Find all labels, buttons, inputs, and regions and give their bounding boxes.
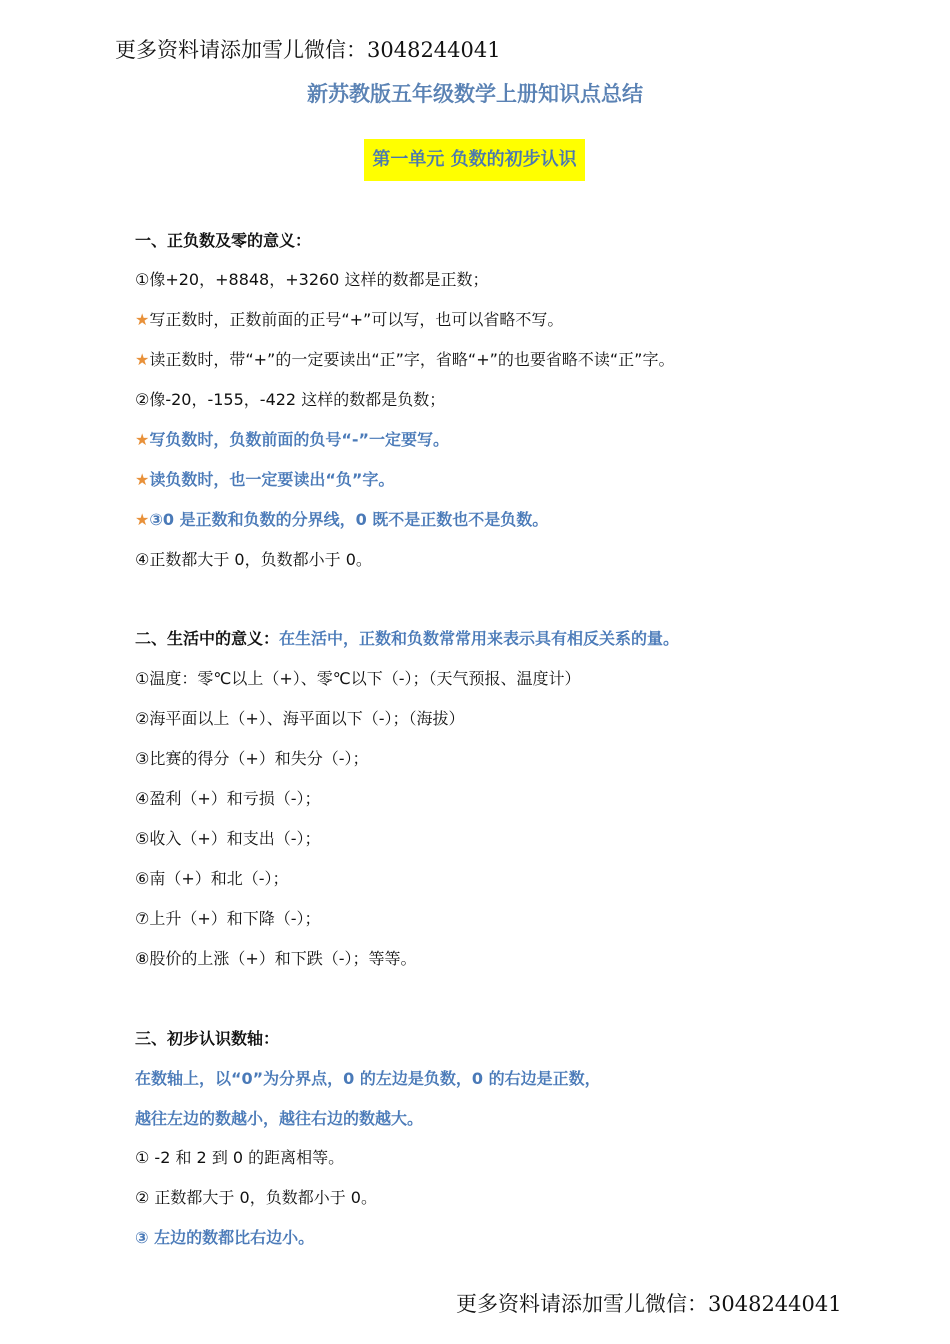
section1-line-1: ①像+20，+8848，+3260 这样的数都是正数；: [135, 270, 489, 289]
section1-line-8: ④正数都大于 0，负数都小于 0。: [135, 550, 372, 569]
unit-title: 第一单元 负数的初步认识: [364, 139, 585, 181]
section3-blue-line-1: 在数轴上，以“0”为分界点，0 的左边是负数，0 的右边是正数，: [135, 1069, 601, 1088]
section2-item: ③比赛的得分（+）和失分（-）；: [135, 749, 369, 768]
section3-line-2: ② 正数都大于 0，负数都小于 0。: [135, 1188, 377, 1207]
section3-blue-line-2: 越往左边的数越小，越往右边的数越大。: [135, 1109, 424, 1128]
section2-heading-note: 在生活中，正数和负数常常用来表示具有相反关系的量。: [279, 629, 680, 648]
document-title: 新苏教版五年级数学上册知识点总结: [307, 82, 643, 106]
star-icon: ★: [135, 510, 150, 529]
star-icon: ★: [135, 350, 150, 369]
section2-item: ②海平面以上（+）、海平面以下（-）；（海拔）: [135, 709, 465, 728]
section3-line-3: ③ 左边的数都比右边小。: [135, 1228, 315, 1247]
section3-heading: 三、初步认识数轴：: [135, 1029, 280, 1048]
star-icon: ★: [135, 430, 150, 449]
section1-line-2: ★写正数时，正数前面的正号“+”可以写，也可以省略不写。: [135, 310, 564, 329]
section2-item: ⑥南（+）和北（-）；: [135, 869, 289, 888]
section2-item: ⑤收入（+）和支出（-）；: [135, 829, 321, 848]
section1-line-5: ★写负数时，负数前面的负号“-”一定要写。: [135, 430, 450, 449]
watermark-bottom: 更多资料请添加雪儿微信：3048244041: [456, 1292, 842, 1316]
section2-heading: 二、生活中的意义：: [135, 629, 280, 648]
section2-item: ⑧股价的上涨（+）和下跌（-）；等等。: [135, 949, 417, 968]
star-icon: ★: [135, 470, 150, 489]
section2-item: ⑦上升（+）和下降（-）；: [135, 909, 321, 928]
section1-line-3: ★读正数时，带“+”的一定要读出“正”字，省略“+”的也要省略不读“正”字。: [135, 350, 675, 369]
section1-line-6: ★读负数时，也一定要读出“负”字。: [135, 470, 395, 489]
section1-line-7: ★③0 是正数和负数的分界线，0 既不是正数也不是负数。: [135, 510, 549, 529]
section1-line-4: ②像-20，-155，-422 这样的数都是负数；: [135, 390, 446, 409]
watermark-top: 更多资料请添加雪儿微信：3048244041: [115, 38, 501, 62]
section2-item: ④盈利（+）和亏损（-）；: [135, 789, 321, 808]
section2-heading-line: [135, 627, 679, 651]
section2-item: ①温度：零℃以上（+）、零℃以下（-）；（天气预报、温度计）: [135, 669, 581, 688]
star-icon: ★: [135, 310, 150, 329]
section3-line-1: ① -2 和 2 到 0 的距离相等。: [135, 1148, 345, 1167]
section1-heading: 一、正负数及零的意义：: [135, 231, 312, 250]
